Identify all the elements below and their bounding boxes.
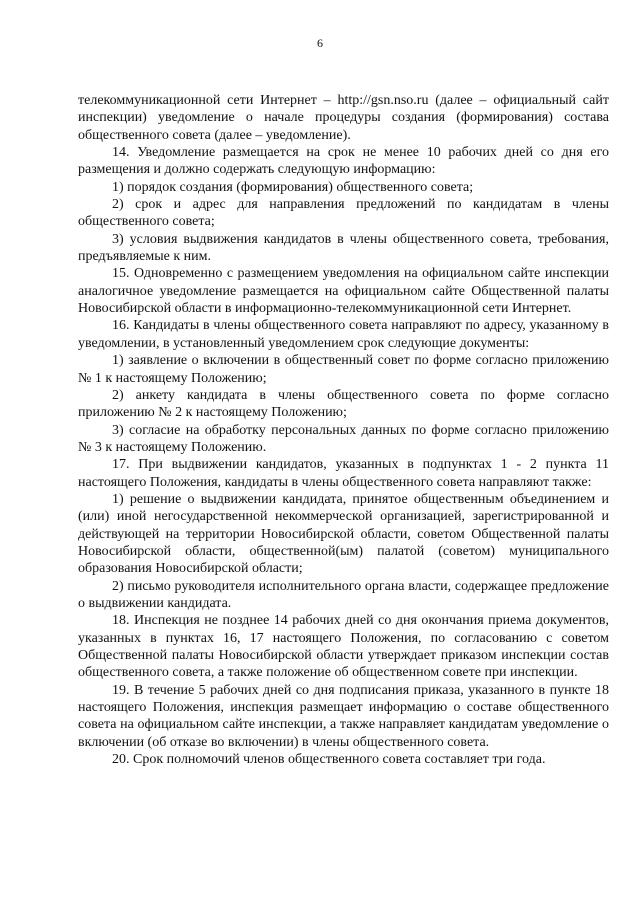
paragraph-continuation: телекоммуникационной сети Интернет – http://gsn.nso.ru (далее – официальный сайт инспекции) уведомление о начале процедуры создания (формирования) состава общественного совета (далее – уведомление).	[78, 93, 609, 143]
page-number: 6	[317, 36, 323, 50]
paragraph-14: 14. Уведомление размещается на срок не менее 10 рабочих дней со дня его размещения и должно содержать следующую информацию:	[78, 145, 609, 178]
paragraph-19: 19. В течение 5 рабочих дней со дня подписания приказа, указанного в пункте 18 настоящего Положения, инспекция размещает информацию о составе общественного совета на официальном сайте инспекции, а также направляет кандидатам уведомление о включении (об отказе во включении) в члены общественного совета.	[78, 682, 609, 750]
paragraph-15: 15. Одновременно с размещением уведомления на официальном сайте инспекции аналогичное уведомление размещается на официальном сайте Общественной палаты Новосибирской области в информационно-телекоммуникационной сети Интернет.	[78, 266, 609, 317]
paragraph-14-item-3: 3) условия выдвижения кандидатов в члены общественного совета, требования, предъявляемые к ним.	[78, 231, 609, 265]
paragraph-17: 17. При выдвижении кандидатов, указанных в подпунктах 1 - 2 пункта 11 настоящего Положения, кандидаты в члены общественного совета направляют также:	[78, 457, 609, 490]
paragraph-16: 16. Кандидаты в члены общественного совета направляют по адресу, указанному в уведомлении, в установленный уведомлением срок следующие документы:	[78, 318, 609, 351]
paragraph-17-item-2: 2) письмо руководителя исполнительного органа власти, содержащее предложение о выдвижении кандидата.	[78, 578, 609, 611]
document-body	[78, 92, 609, 768]
paragraph-17-item-1: 1) решение о выдвижении кандидата, принятое общественным объединением и (или) иной негосударственной некоммерческой организацией, зарегистрированной и действующей на территории Новосибирской области, советом Общественной палаты Новосибирской области, общественной(ым) палатой (советом) муниципального образования Новосибирской области;	[78, 491, 609, 577]
paragraph-14-item-1: 1) порядок создания (формирования) общественного совета;	[112, 179, 474, 195]
paragraph-18: 18. Инспекция не позднее 14 рабочих дней со дня окончания приема документов, указанных в пунктах 16, 17 настоящего Положения, по согласованию с советом Общественной палаты Новосибирской области утверждает приказом инспекции состав общественного совета, а также положение об общественном совете при инспекции.	[78, 613, 609, 681]
paragraph-16-item-1: 1) заявление о включении в общественный совет по форме согласно приложению № 1 к настоящему Положению;	[78, 353, 609, 386]
paragraph-16-item-3: 3) согласие на обработку персональных данных по форме согласно приложению № 3 к настоящему Положению.	[78, 422, 609, 455]
paragraph-14-item-2: 2) срок и адрес для направления предложений по кандидатам в члены общественного совета;	[78, 197, 609, 230]
paragraph-20: 20. Срок полномочий членов общественного совета составляет три года.	[112, 752, 546, 768]
paragraph-16-item-2: 2) анкету кандидата в члены общественного совета по форме согласно приложению № 2 к настоящему Положению;	[78, 387, 609, 421]
